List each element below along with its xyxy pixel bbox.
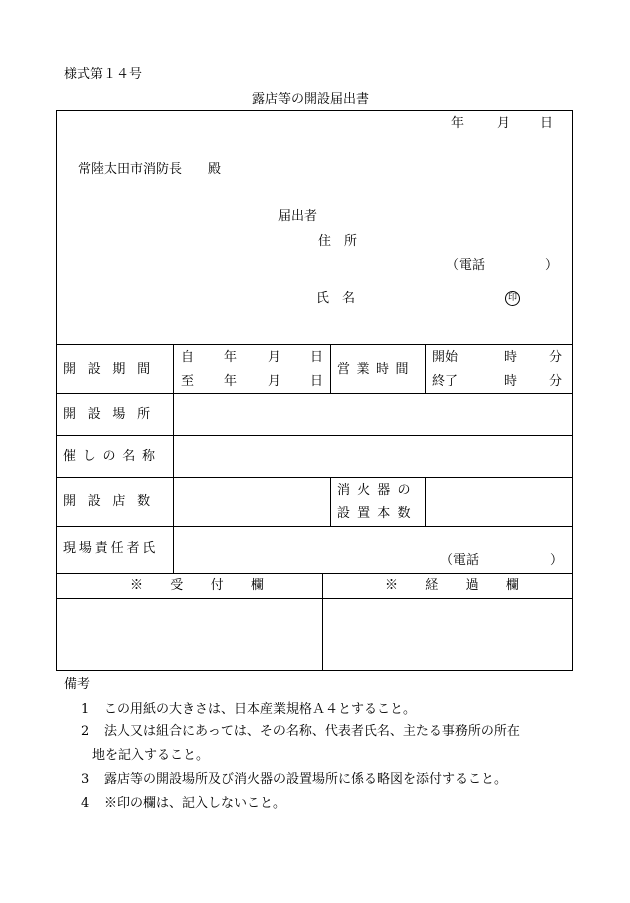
row-divider: [56, 344, 573, 345]
period-to-day: 日: [310, 374, 324, 389]
note-text: 露店等の開設場所及び消火器の設置場所に係る略図を添付すること。: [104, 772, 508, 787]
form-title: 露店等の開設届出書: [252, 92, 370, 107]
period-from: 自: [181, 350, 195, 365]
event-name-label: 催しの名称: [63, 449, 162, 464]
row-divider: [56, 573, 573, 574]
row-divider: [56, 526, 573, 527]
col-divider: [425, 344, 426, 393]
period-to: 至: [181, 374, 195, 389]
col-divider: [330, 344, 331, 393]
note-num: 1: [81, 702, 90, 717]
notifier-label: 届出者: [278, 209, 318, 224]
period-to-year: 年: [224, 374, 238, 389]
extinguisher-label-line2: 設置本数: [337, 506, 418, 521]
period-from-month: 月: [268, 350, 282, 365]
period-label: 開設期間: [63, 362, 162, 377]
note-num: 3: [81, 772, 90, 787]
col-divider: [425, 477, 426, 526]
hours-end-hour: 時: [504, 374, 518, 389]
period-to-month: 月: [268, 374, 282, 389]
notes-title: 備考: [64, 677, 91, 692]
date-year: 年: [451, 116, 465, 131]
extinguisher-label-line1: 消火器の: [337, 483, 418, 498]
phone-open: （電話: [446, 258, 486, 273]
hours-end: 終了: [432, 374, 459, 389]
hours-start-hour: 時: [504, 350, 518, 365]
date-day: 日: [540, 116, 554, 131]
row-divider: [56, 435, 573, 436]
note-num: 4: [81, 796, 90, 811]
note-text: 法人又は組合にあっては、その名称、代表者氏名、主たる事務所の所在: [104, 724, 520, 739]
period-from-year: 年: [224, 350, 238, 365]
hours-start: 開始: [432, 350, 459, 365]
col-divider: [173, 344, 174, 573]
row-divider: [56, 393, 573, 394]
addressee: 常陸太田市消防長 殿: [78, 162, 222, 177]
row-divider: [56, 477, 573, 478]
form-number: 様式第１４号: [64, 67, 143, 82]
date-month: 月: [497, 116, 511, 131]
note-text: ※印の欄は、記入しないこと。: [104, 796, 287, 811]
business-hours-label: 営業時間: [337, 362, 416, 377]
manager-phone-open: （電話: [440, 553, 480, 568]
reception-label: ※受付欄: [130, 578, 292, 593]
store-count-label: 開設店数: [63, 494, 162, 509]
row-divider: [56, 598, 573, 599]
manager-label: 現場責任者氏: [63, 541, 159, 556]
note-text: この用紙の大きさは、日本産業規格Ａ４とすること。: [104, 702, 417, 717]
phone-close: ）: [545, 258, 559, 273]
hours-end-minute: 分: [549, 374, 563, 389]
name-label: 氏 名: [316, 291, 356, 306]
address-label: 住 所: [318, 234, 358, 249]
col-divider: [330, 477, 331, 526]
period-from-day: 日: [310, 350, 324, 365]
note-num: 2: [81, 724, 90, 739]
seal-mark: 印: [505, 291, 520, 306]
note-text-continued: 地を記入すること。: [92, 748, 210, 763]
hours-start-minute: 分: [549, 350, 563, 365]
location-label: 開設場所: [63, 407, 162, 422]
progress-label: ※経過欄: [385, 578, 547, 593]
col-divider: [322, 573, 323, 671]
manager-phone-close: ）: [550, 553, 564, 568]
